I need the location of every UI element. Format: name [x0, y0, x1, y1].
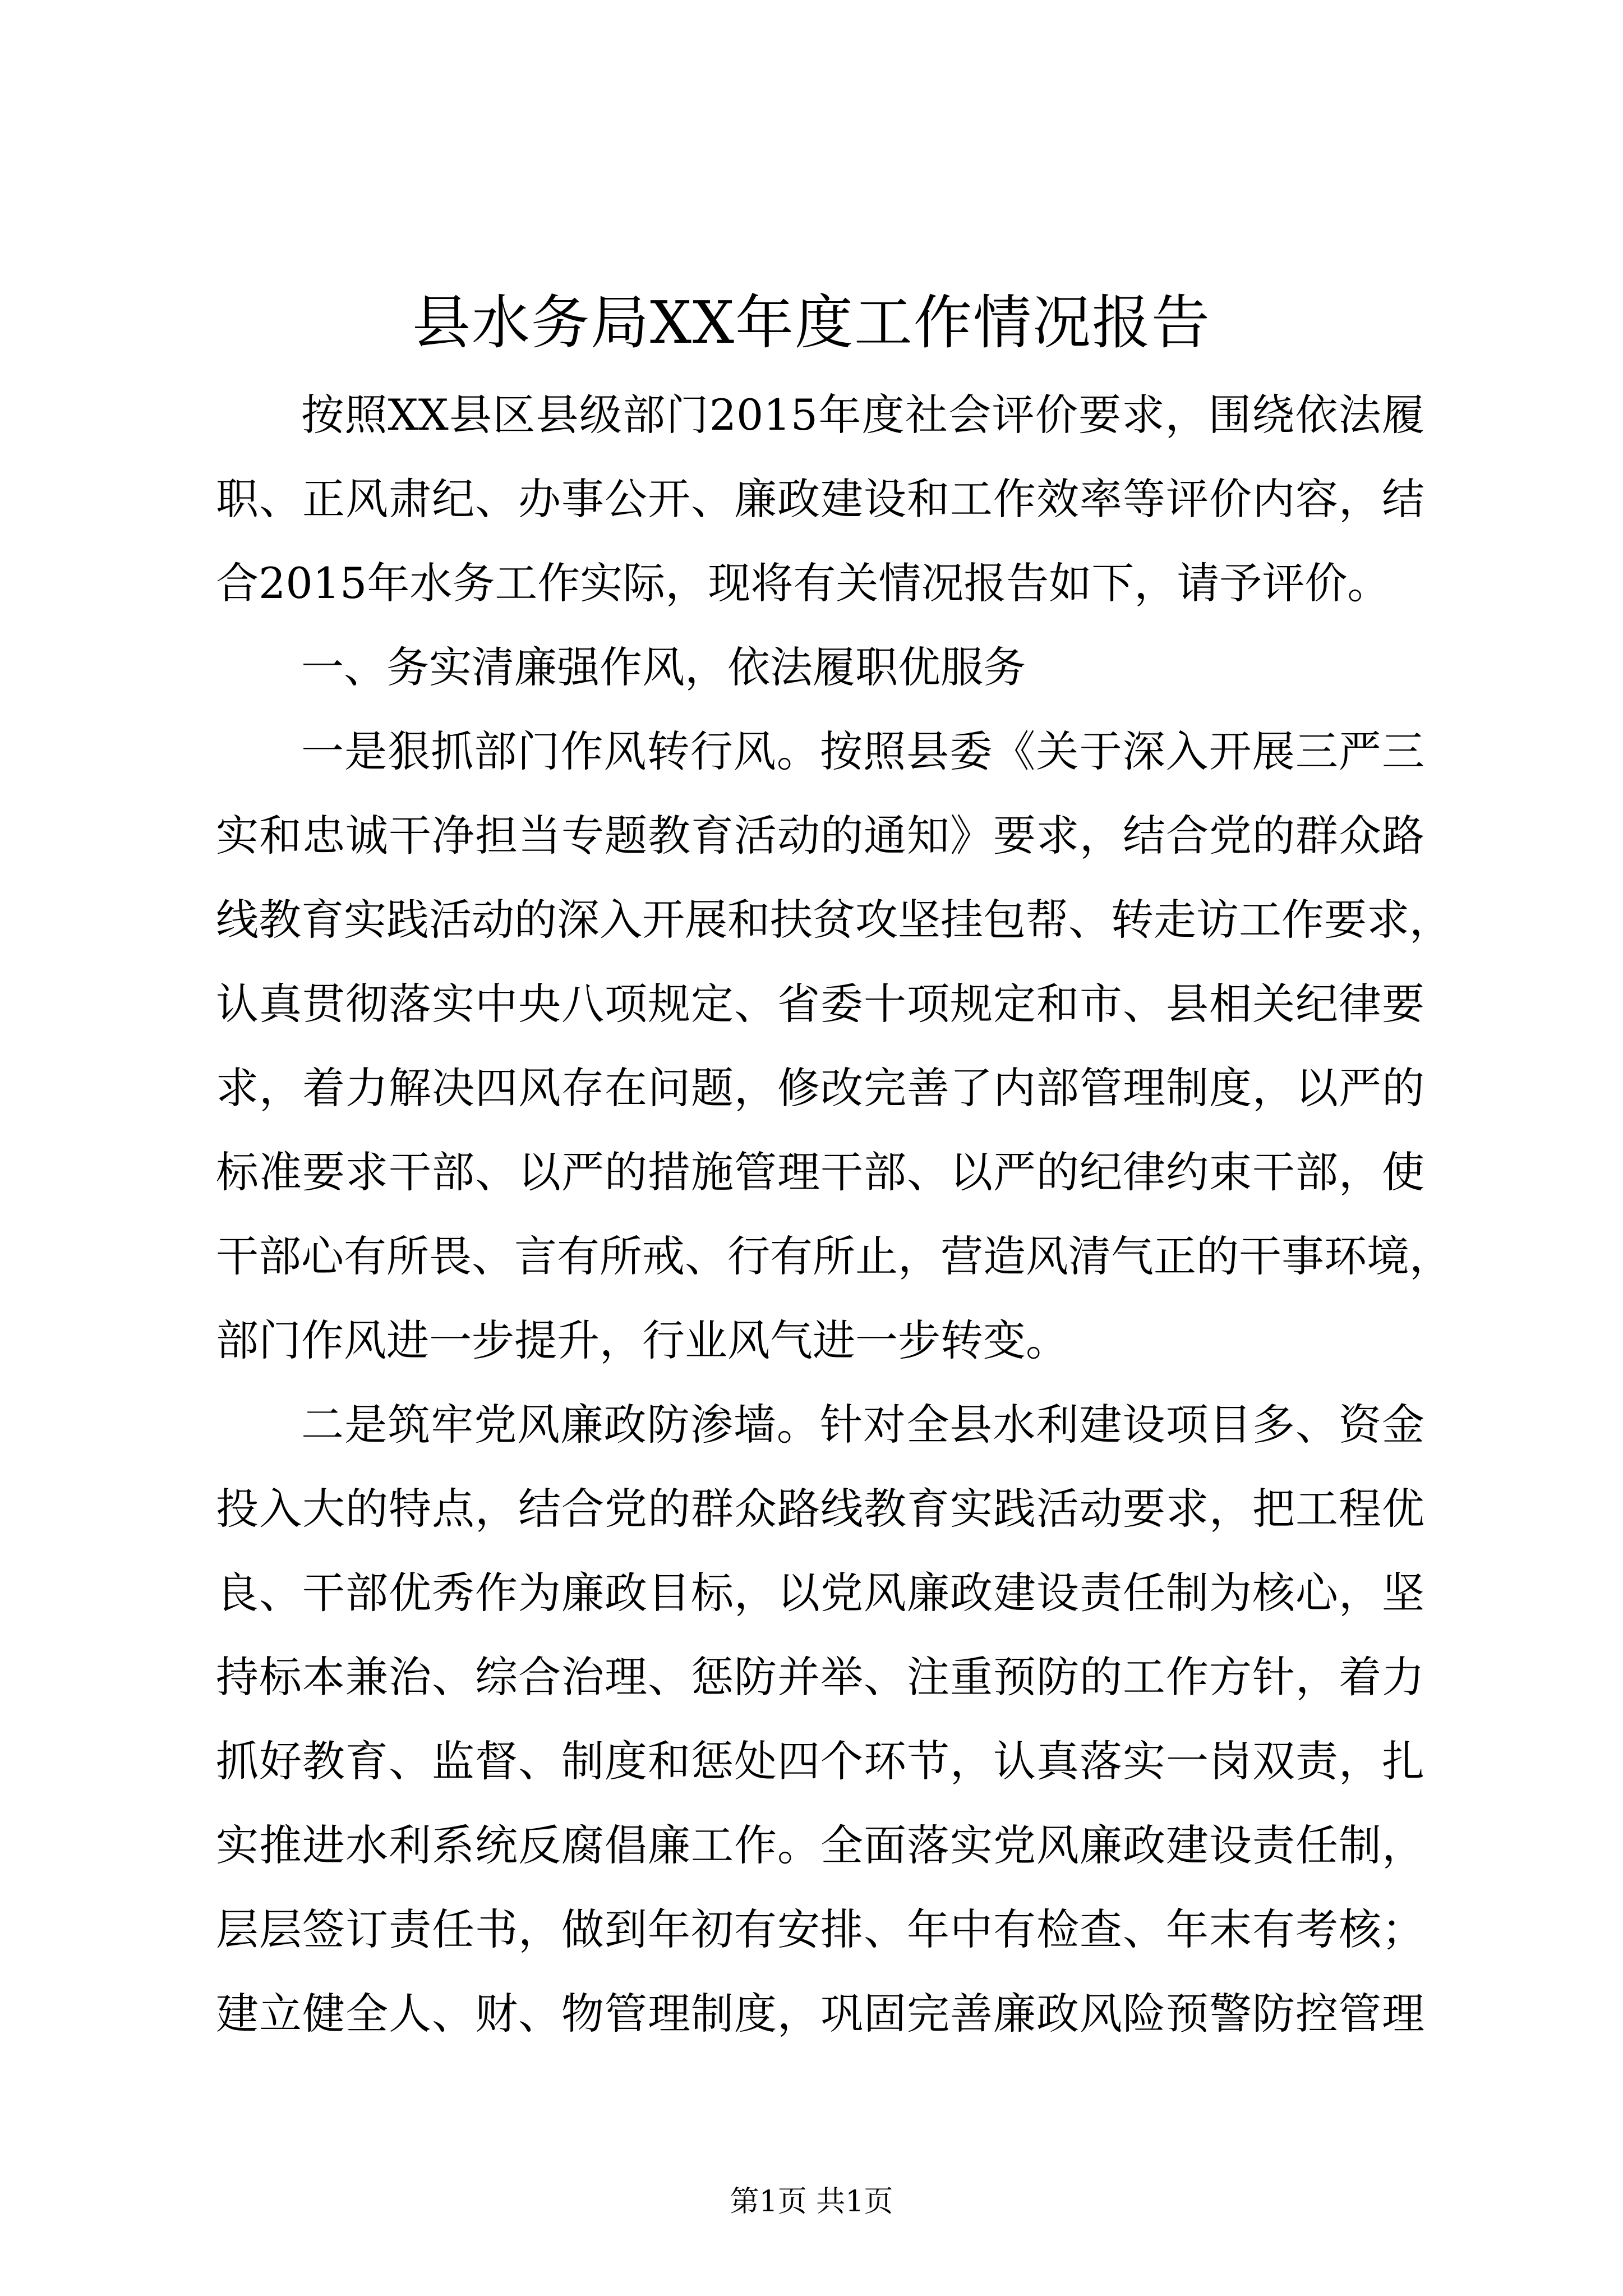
text-line: 干部心有所畏、言有所戒、行有所止，营造风清气正的干事环境，	[216, 1231, 1452, 1281]
text-line: 线教育实践活动的深入开展和扶贫攻坚挂包帮、转走访工作要求，	[216, 895, 1452, 945]
text-line: 部门作风进一步提升，行业风气进一步转变。	[216, 1315, 1068, 1365]
text-line: 一是狠抓部门作风转行风。按照县委《关于深入开展三严三	[301, 726, 1424, 776]
text-line: 层层签订责任书，做到年初有安排、年中有检查、年末有考核；	[216, 1904, 1424, 1954]
text-line: 求，着力解决四风存在问题，修改完善了内部管理制度，以严的	[216, 1063, 1424, 1113]
text-line: 良、干部优秀作为廉政目标，以党风廉政建设责任制为核心，坚	[216, 1568, 1424, 1618]
text-line: 按照XX县区县级部门2015年度社会评价要求，围绕依法履	[301, 390, 1424, 440]
text-line: 实和忠诚干净担当专题教育活动的通知》要求，结合党的群众路	[216, 811, 1424, 861]
section-heading: 一、务实清廉强作风，依法履职优服务	[301, 642, 1026, 692]
text-line: 投入大的特点，结合党的群众路线教育实践活动要求，把工程优	[216, 1484, 1424, 1534]
text-line: 二是筑牢党风廉政防渗墙。针对全县水利建设项目多、资金	[301, 1400, 1424, 1450]
text-line: 持标本兼治、综合治理、惩防并举、注重预防的工作方针，着力	[216, 1652, 1424, 1702]
text-line: 实推进水利系统反腐倡廉工作。全面落实党风廉政建设责任制，	[216, 1820, 1424, 1870]
document-title: 县水务局XX年度工作情况报告	[412, 288, 1211, 357]
page-number-footer: 第1页 共1页	[730, 2185, 893, 2219]
document-body	[216, 373, 1452, 2056]
text-line: 职、正风肃纪、办事公开、廉政建设和工作效率等评价内容，结	[216, 474, 1424, 524]
text-line: 建立健全人、财、物管理制度，巩固完善廉政风险预警防控管理	[216, 1989, 1424, 2039]
text-line: 合2015年水务工作实际，现将有关情况报告如下，请予评价。	[216, 558, 1390, 608]
text-line: 抓好教育、监督、制度和惩处四个环节，认真落实一岗双责，扎	[216, 1736, 1424, 1786]
text-line: 标准要求干部、以严的措施管理干部、以严的纪律约束干部，使	[216, 1147, 1424, 1197]
text-line: 认真贯彻落实中央八项规定、省委十项规定和市、县相关纪律要	[216, 979, 1424, 1029]
